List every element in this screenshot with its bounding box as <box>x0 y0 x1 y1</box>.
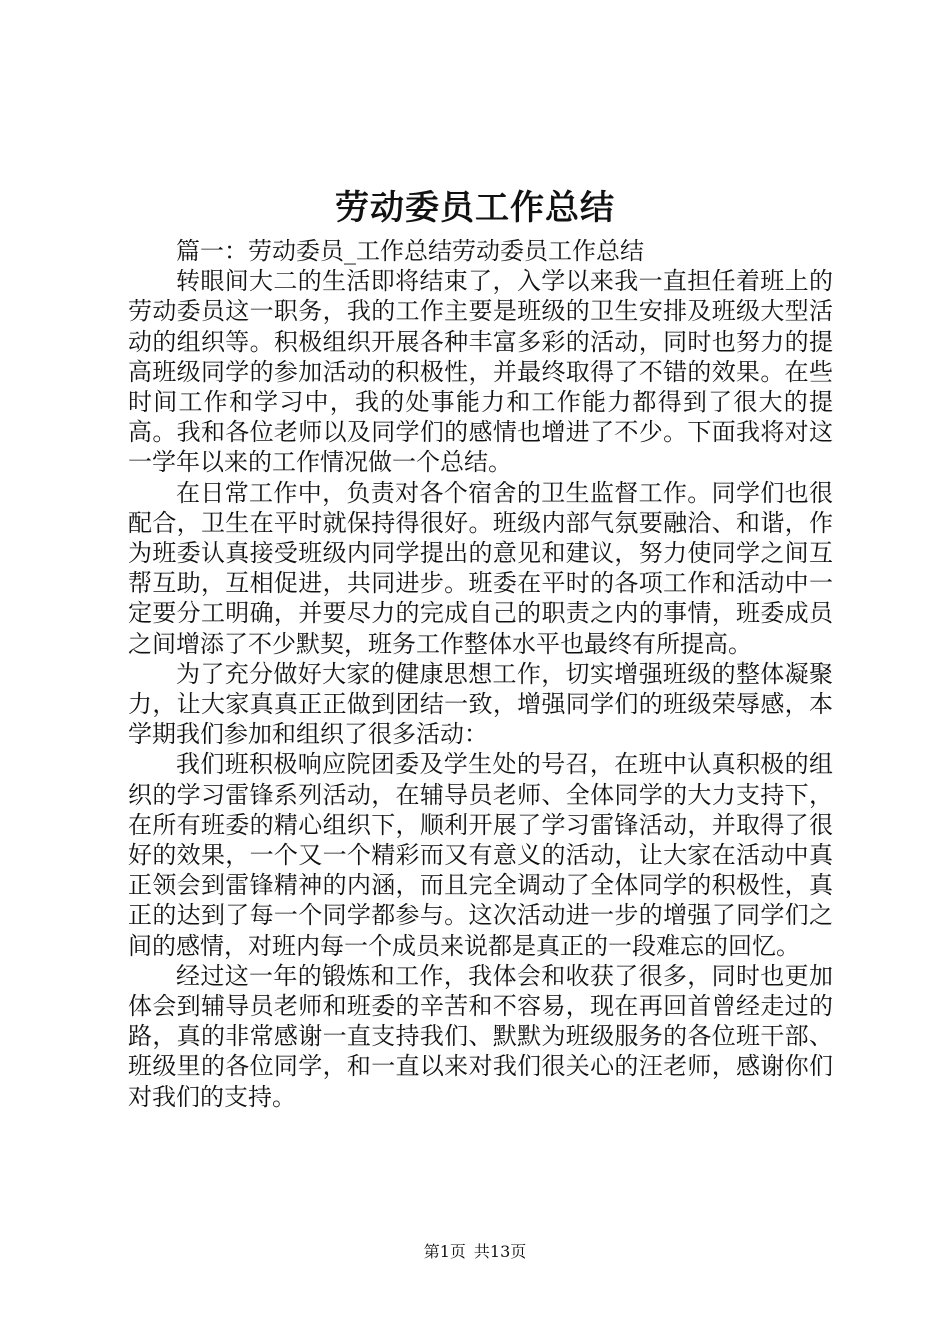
paragraph: 我们班积极响应院团委及学生处的号召，在班中认真积极的组织的学习雷锋系列活动，在辅导员老师、全体同学的大力支持下，在所有班委的精心组织下，顺利开展了学习雷锋活动，并取得了很好的效果，一个又一个精彩而又有意义的活动，让大家在活动中真正领会到雷锋精神的内涵，而且完全调动了全体同学的积极性，真正的达到了每一个同学都参与。这次活动进一步的增强了同学们之间的感情，对班内每一个成员来说都是真正的一段难忘的回忆。 <box>128 750 833 960</box>
document-body <box>128 236 833 1112</box>
paragraph: 经过这一年的锻炼和工作，我体会和收获了很多，同时也更加体会到辅导员老师和班委的辛苦和不容易，现在再回首曾经走过的路，真的非常感谢一直支持我们、默默为班级服务的各位班干部、班级里的各位同学，和一直以来对我们很关心的汪老师，感谢你们对我们的支持。 <box>128 961 833 1111</box>
document-title: 劳动委员工作总结 <box>335 188 615 228</box>
paragraph: 转眼间大二的生活即将结束了，入学以来我一直担任着班上的劳动委员这一职务，我的工作主要是班级的卫生安排及班级大型活动的组织等。积极组织开展各种丰富多彩的活动，同时也努力的提高班级同学的参加活动的积极性，并最终取得了不错的效果。在些时间工作和学习中，我的处事能力和工作能力都得到了很大的提高。我和各位老师以及同学们的感情也增进了不少。下面我将对这一学年以来的工作情况做一个总结。 <box>128 267 833 477</box>
paragraph: 在日常工作中，负责对各个宿舍的卫生监督工作。同学们也很配合，卫生在平时就保持得很好。班级内部气氛要融洽、和谐，作为班委认真接受班级内同学提出的意见和建议，努力使同学之间互帮互助，互相促进，共同进步。班委在平时的各项工作和活动中一定要分工明确，并要尽力的完成自己的职责之内的事情，班委成员之间增添了不少默契，班务工作整体水平也最终有所提高。 <box>128 478 833 658</box>
paragraph: 为了充分做好大家的健康思想工作，切实增强班级的整体凝聚力，让大家真真正正做到团结一致，增强同学们的班级荣辱感，本学期我们参加和组织了很多活动： <box>128 659 833 749</box>
page-footer <box>0 1240 950 1264</box>
page-total: 共13页 <box>473 1242 527 1261</box>
paragraph-heading: 篇一：劳动委员_工作总结劳动委员工作总结 <box>176 237 644 265</box>
page-number: 第1页 <box>423 1242 466 1261</box>
